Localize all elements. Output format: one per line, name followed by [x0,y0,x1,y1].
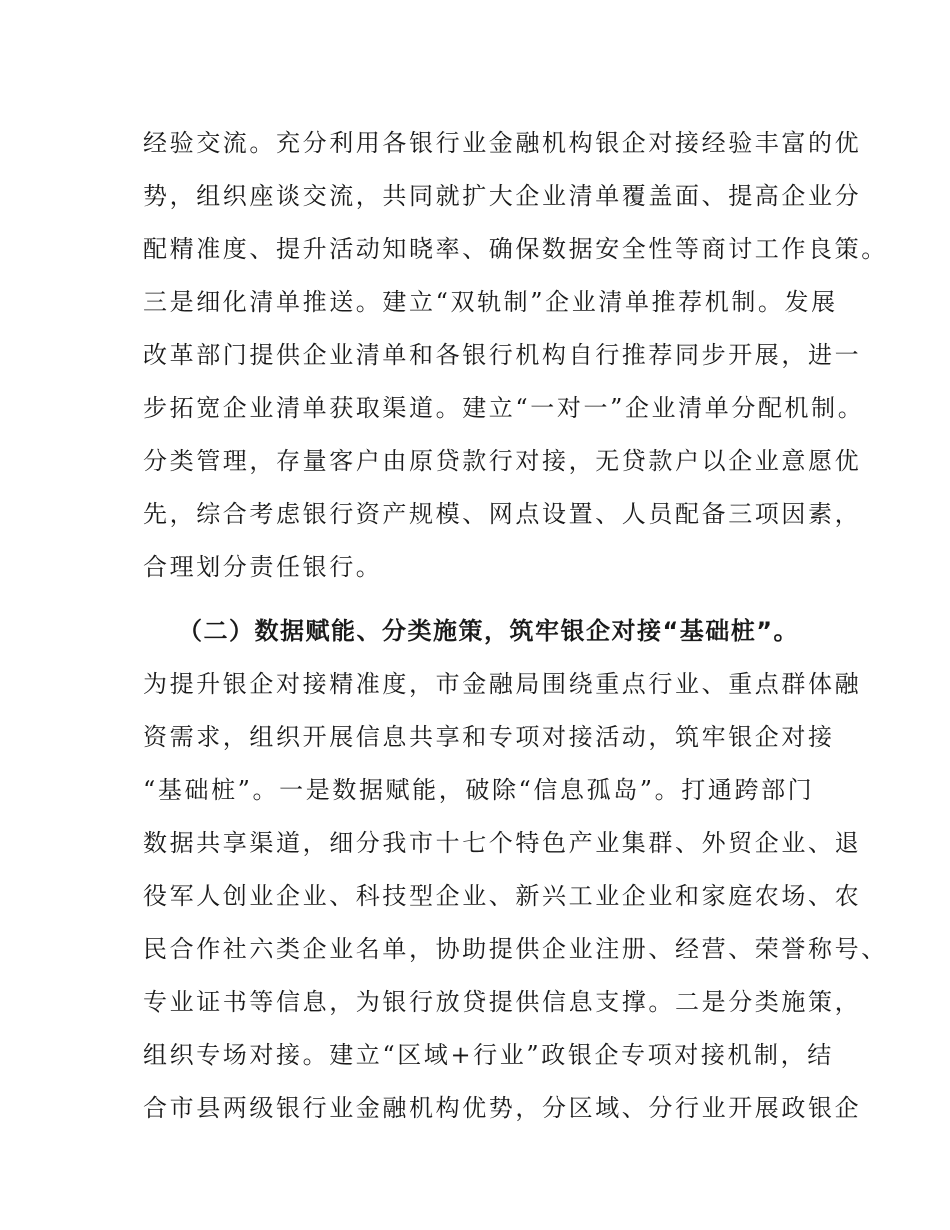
paragraph-line: 分类管理，存量客户由原贷款行对接，无贷款户以企业意愿优 [143,447,862,475]
paragraph-line: 改革部门提供企业清单和各银行机构自行推荐同步开展，进一 [143,341,862,369]
paragraph-line: 民合作社六类企业名单，协助提供企业注册、经营、荣誉称号、 [143,935,888,963]
paragraph-line: 势，组织座谈交流，共同就扩大企业清单覆盖面、提高企业分 [143,182,862,210]
paragraph-line: 专业证书等信息，为银行放贷提供信息支撑。二是分类施策， [143,988,862,1016]
paragraph-line: 为提升银企对接精准度，市金融局围绕重点行业、重点群体融 [143,670,862,698]
paragraph-line: 组织专场对接。建立“区域+行业”政银企专项对接机制，结 [143,1041,834,1069]
paragraph-line: 资需求，组织开展信息共享和专项对接活动，筑牢银企对接 [143,723,835,751]
paragraph-line: 役军人创业企业、科技型企业、新兴工业企业和家庭农场、农 [143,882,862,910]
section-heading: （二）数据赋能、分类施策，筑牢银企对接“基础桩”。 [178,617,800,645]
paragraph-line: 步拓宽企业清单获取渠道。建立“一对一”企业清单分配机制。 [143,394,865,422]
paragraph-line: 配精准度、提升活动知晓率、确保数据安全性等商讨工作良策。 [143,235,888,263]
paragraph-line: 合理划分责任银行。 [143,553,383,581]
paragraph-line: 先，综合考虑银行资产规模、网点设置、人员配备三项因素， [143,500,862,528]
paragraph-line: 经验交流。充分利用各银行业金融机构银企对接经验丰富的优 [143,129,862,157]
paragraph-line: 三是细化清单推送。建立“双轨制”企业清单推荐机制。发展 [143,288,838,316]
paragraph-line: 数据共享渠道，细分我市十七个特色产业集群、外贸企业、退 [143,829,862,857]
paragraph-line: 合市县两级银行业金融机构优势，分区域、分行业开展政银企 [143,1094,862,1122]
paragraph-line: “基础桩”。一是数据赋能，破除“信息孤岛”。打通跨部门 [143,776,815,804]
